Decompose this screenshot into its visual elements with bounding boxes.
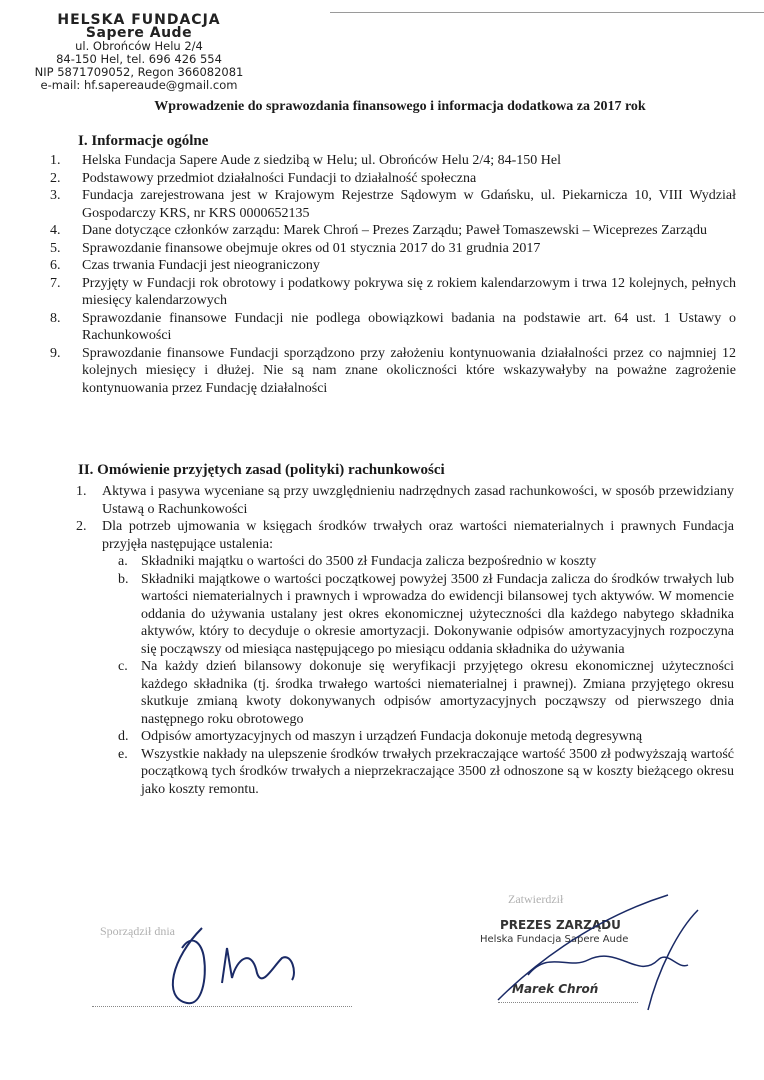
list-item: 1. Aktywa i pasywa wyceniane są przy uwzględnieniu nadrzędnych zasad rachunkowości, w sposób przewidziany Ustawą o Rachunkowości	[76, 484, 734, 517]
organization-stamp	[34, 14, 244, 92]
signature-line	[92, 1006, 352, 1007]
signature-line	[498, 1002, 638, 1003]
sub-list-item: c. Na każdy dzień bilansowy dokonuje się weryfikacji przyjętego okresu ekonomicznej użyteczności każdego składnika (tj. środka trwałego wartości niematerialnej i prawnej). Zmiana przyjętego okresu skutkuje zmianą kwoty dokonywanych odpisów amortyzacyjnych począwszy od pierwszego dnia następnego roku obrotowego	[118, 659, 734, 727]
section-2-heading: II. Omówienie przyjętych zasad (polityki) rachunkowości	[78, 462, 445, 478]
list-item: 2. Podstawowy przedmiot działalności Fundacji to działalność społeczna	[50, 170, 477, 186]
list-item: 4. Dane dotyczące członków zarządu: Marek Chroń – Prezes Zarządu; Paweł Tomaszewski – Wiceprezes Zarządu	[50, 223, 707, 238]
org-city-phone: 84-150 Hel, tel. 696 426 554	[56, 52, 222, 66]
list-item: 5. Sprawozdanie finansowe obejmuje okres od 01 stycznia 2017 do 31 grudnia 2017	[50, 240, 541, 256]
section-1-heading: I. Informacje ogólne	[78, 133, 209, 149]
sub-list-item: a. Składniki majątku o wartości do 3500 zł Fundacja zalicza bezpośrednio w koszty	[118, 554, 597, 569]
sub-list-item: e. Wszystkie nakłady na ulepszenie środków trwałych przekraczające wartość 3500 zł podwyższają wartość początkową tych środków trwałych a nieprzekraczające 3500 zł odnoszone są w koszty bieżącego okresu jako koszty remontu.	[118, 746, 734, 797]
org-email: e-mail: hf.sapereaude@gmail.com	[40, 78, 238, 92]
list-item: 3. Fundacja zarejestrowana jest w Krajowym Rejestrze Sądowym w Gdańsku, ul. Piekarnicza 10, VIII Wydział Gospodarczy KRS, nr KRS 0000652135	[50, 188, 736, 221]
sub-list-item: b. Składniki majątkowe o wartości początkowej powyżej 3500 zł Fundacja zalicza do środków trwałych lub wartości niematerialnych i prawnych i wprowadza do ewidencji bilansowej tych aktywów. W momencie oddania do używania ustalany jest okres ekonomicznej użyteczności dla każdego nabytego składnika aktywów, który to decyduje o okresie amortyzacji. Dokonywanie odpisów amortyzacyjnych rozpoczyna się począwszy od miesiąca następującego po miesiącu oddania składnika do używania	[118, 571, 734, 657]
list-item: 1. Helska Fundacja Sapere Aude z siedzibą w Helu; ul. Obrońców Helu 2/4; 84-150 Hel	[50, 153, 561, 168]
top-border-line	[330, 12, 764, 13]
sub-list	[102, 553, 734, 798]
org-name-2: Sapere Aude	[85, 25, 193, 41]
stamp-name: Marek Chroń	[512, 982, 599, 996]
list-item: 6. Czas trwania Fundacji jest nieograniczony	[50, 258, 320, 273]
stamp-org: Helska Fundacja Sapere Aude	[480, 934, 629, 945]
sub-list-item: d. Odpisów amortyzacyjnych od maszyn i urządzeń Fundacja dokonuje metodą degresywną	[118, 729, 643, 744]
handwritten-signature-icon	[132, 918, 362, 1008]
section-1-list	[36, 152, 736, 397]
list-item: 2. Dla potrzeb ujmowania w księgach środków trwałych oraz wartości niematerialnych i prawnych Fundacja przyjęła następujące ustalenia: a. Składniki majątku o wartości do 3500 zł Fundacja zalicza bezpośrednio w koszty b. Składniki majątkowe o wartości początkowej powyżej 3500 zł Fundacja zalicza do środków trwałych lub wartości niematerialnych i prawnych i wprowadza do ewidencji bilansowej tych aktywów. W momencie oddania do używania ustalany jest okres ekonomicznej użyteczności dla każdego nabytego składnika aktywów, który to decyduje o okresie amortyzacji. Dokonywanie odpisów amortyzacyjnych rozpoczyna się począwszy od miesiąca następującego po miesiącu oddania składnika do używania c. Na każdy dzień bilansowy dokonuje się weryfikacji przyjętego okresu ekonomicznej użyteczności każdego składnika (tj. środka trwałego wartości niematerialnej i prawnej). Zmiana przyjętego okresu skutkuje zmianą kwoty dokonywanych odpisów amortyzacyjnych począwszy od pierwszego dnia następnego roku obrotowego d. Odpisów amortyzacyjnych od maszyn i urządzeń Fundacja dokonuje metodą degresywną e. Wszystkie nakłady na ulepszenie środków trwałych przekraczające wartość 3500 zł podwyższają wartość początkową tych środków trwałych a nieprzekraczające 3500 zł odnoszone są w koszty bieżącego okresu jako koszty remontu.	[76, 519, 734, 797]
stamp-title: PREZES ZARZĄDU	[500, 918, 621, 932]
org-address: ul. Obrońców Helu 2/4	[75, 39, 203, 53]
list-item: 7. Przyjęty w Fundacji rok obrotowy i podatkowy pokrywa się z rokiem kalendarzowym i trwa 12 kolejnych, pełnych miesięcy kalendarzowych	[50, 275, 736, 308]
org-nip-regon: NIP 5871709052, Regon 366082081	[34, 65, 244, 79]
section-2-list	[62, 483, 734, 798]
list-item: 9. Sprawozdanie finansowe Fundacji sporządzono przy założeniu kontynuowania działalności przez co najmniej 12 kolejnych miesięcy i dłużej. Nie są nam znane okoliczności które wskazywałyby na poważne zagrożenie kontynuowania przez Fundację działalności	[50, 345, 736, 396]
approver-signature-block	[468, 890, 738, 1030]
document-title: Wprowadzenie do sprawozdania finansowego i informacja dodatkowa za 2017 rok	[154, 99, 646, 114]
handwritten-signature-icon	[468, 890, 738, 1020]
prepared-by-label: Sporządził dnia	[100, 924, 175, 938]
preparer-signature-block	[92, 918, 412, 1028]
approved-by-label: Zatwierdził	[508, 892, 564, 906]
list-item: 8. Sprawozdanie finansowe Fundacji nie podlega obowiązkowi badania na podstawie art. 64 ust. 1 Ustawy o Rachunkowości	[50, 310, 736, 343]
org-name: HELSKA FUNDACJA	[57, 12, 221, 28]
